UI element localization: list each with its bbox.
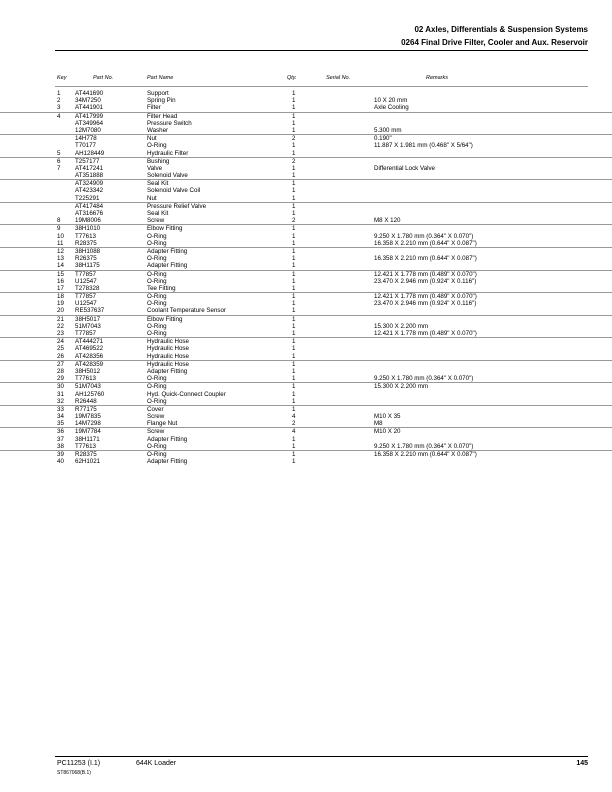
table-row	[0, 375, 612, 382]
part-name-cell: O-Ring	[147, 451, 167, 458]
part-number-cell: 12M7080	[75, 126, 101, 134]
part-name-cell: O-Ring	[147, 397, 167, 405]
part-number-cell: T77857	[75, 270, 96, 278]
remarks-cell: 12.421 X 1.778 mm (0.489" X 0.070")	[374, 330, 477, 337]
table-row	[0, 90, 612, 97]
key-cell: 27	[57, 360, 64, 368]
key-cell: 19	[57, 300, 64, 308]
quantity-cell: 1	[292, 442, 296, 450]
table-row	[0, 247, 612, 255]
table-row	[0, 323, 612, 330]
parts-table	[0, 90, 612, 465]
table-row	[0, 262, 612, 269]
table-row	[0, 413, 612, 420]
quantity-cell: 1	[292, 451, 296, 458]
table-row	[0, 345, 612, 352]
quantity-cell: 1	[292, 300, 296, 308]
part-name-cell: Hyd. Quick-Connect Coupler	[147, 390, 226, 398]
key-cell: 6	[57, 157, 61, 165]
remarks-cell: 16.358 X 2.210 mm (0.644" X 0.087")	[374, 239, 477, 247]
table-row	[0, 104, 612, 111]
part-name-cell: O-Ring	[147, 300, 167, 308]
table-row	[0, 142, 612, 149]
key-cell: 8	[57, 217, 61, 225]
remarks-cell: 5.300 mm	[374, 126, 402, 134]
part-number-cell: AT423342	[75, 187, 104, 195]
part-name-cell: O-Ring	[147, 239, 167, 247]
quantity-cell: 1	[292, 330, 296, 337]
quantity-cell: 1	[292, 315, 296, 323]
key-cell: 35	[57, 420, 64, 428]
key-cell: 30	[57, 383, 64, 391]
quantity-cell: 1	[292, 360, 296, 368]
part-number-cell: AT351888	[75, 172, 104, 180]
part-name-cell: Elbow Fitting	[147, 315, 183, 323]
part-name-cell: Elbow Fitting	[147, 225, 183, 233]
part-number-cell: 62H1021	[75, 458, 101, 466]
part-number-cell: AT417241	[75, 164, 104, 172]
quantity-cell: 1	[292, 322, 296, 330]
key-cell: 1	[57, 90, 61, 97]
part-name-cell: Nut	[147, 135, 157, 143]
part-name-cell: Adapter Fitting	[147, 262, 188, 270]
key-cell: 15	[57, 270, 64, 278]
part-name-cell: Cover	[147, 405, 164, 413]
quantity-cell: 1	[292, 390, 296, 398]
part-number-cell: T257177	[75, 157, 100, 165]
part-name-cell: Seal Kit	[147, 180, 169, 188]
key-cell: 28	[57, 367, 64, 375]
part-number-cell: RE537637	[75, 307, 105, 315]
quantity-cell: 1	[292, 187, 296, 195]
quantity-cell: 4	[292, 428, 296, 436]
part-name-cell: O-Ring	[147, 232, 167, 240]
part-name-cell: Valve	[147, 164, 163, 172]
part-name-cell: Filter	[147, 104, 161, 112]
part-name-cell: Pressure Relief Valve	[147, 202, 207, 210]
part-name-cell: O-Ring	[147, 322, 167, 330]
part-number-cell: T77613	[75, 232, 96, 240]
table-row	[0, 391, 612, 398]
remarks-cell: M8 X 120	[374, 217, 401, 225]
column-header-key: Key	[57, 75, 67, 81]
part-name-cell: Adapter Fitting	[147, 367, 188, 375]
part-number-cell: 51M7043	[75, 322, 101, 330]
part-number-cell: 19M7835	[75, 413, 101, 421]
part-name-cell: O-Ring	[147, 277, 167, 285]
quantity-cell: 1	[292, 180, 296, 188]
remarks-cell: M8	[374, 420, 383, 428]
part-number-cell: 51M7043	[75, 383, 101, 391]
remarks-cell: 15.300 X 2.200 mm	[374, 383, 429, 391]
table-row	[0, 337, 612, 345]
quantity-cell: 1	[292, 277, 296, 285]
table-row	[0, 368, 612, 375]
part-number-cell: T77613	[75, 375, 96, 383]
table-row	[0, 150, 612, 157]
key-cell: 17	[57, 284, 64, 292]
remarks-cell: 23.470 X 2.946 mm (0.924" X 0.116")	[374, 277, 477, 285]
quantity-cell: 1	[292, 112, 296, 120]
part-name-cell: O-Ring	[147, 293, 167, 301]
quantity-cell: 1	[292, 202, 296, 210]
quantity-cell: 1	[292, 293, 296, 301]
part-name-cell: Solenoid Valve Coil	[147, 187, 201, 195]
quantity-cell: 1	[292, 345, 296, 353]
key-cell: 7	[57, 164, 61, 172]
quantity-cell: 2	[292, 420, 296, 428]
part-name-cell: Hydraulic Hose	[147, 352, 189, 360]
key-cell: 34	[57, 413, 64, 421]
part-number-cell: U12547	[75, 277, 97, 285]
table-row	[0, 315, 612, 323]
quantity-cell: 1	[292, 149, 296, 157]
quantity-cell: 1	[292, 104, 296, 112]
part-number-cell: AT324909	[75, 180, 104, 188]
remarks-cell: 23.470 X 2.946 mm (0.924" X 0.116")	[374, 300, 477, 308]
part-name-cell: Screw	[147, 428, 165, 436]
part-number-cell: AH128449	[75, 149, 105, 157]
remarks-cell: 9.250 X 1.780 mm (0.364" X 0.070")	[374, 442, 474, 450]
quantity-cell: 1	[292, 247, 296, 255]
header-divider	[55, 50, 588, 51]
quantity-cell: 1	[292, 239, 296, 247]
quantity-cell: 1	[292, 142, 296, 150]
part-name-cell: O-Ring	[147, 255, 167, 263]
section-title: 02 Axles, Differentials & Suspension Systems	[414, 25, 588, 34]
part-name-cell: Flange Nut	[147, 420, 178, 428]
remarks-cell: 15.300 X 2.200 mm	[374, 322, 429, 330]
quantity-cell: 1	[292, 262, 296, 270]
table-row	[0, 285, 612, 292]
column-header-part-name: Part Name	[147, 75, 174, 81]
part-name-cell: Washer	[147, 126, 169, 134]
part-number-cell: T77857	[75, 293, 96, 301]
table-row	[0, 179, 612, 187]
table-row	[0, 420, 612, 427]
part-name-cell: Adapter Fitting	[147, 435, 188, 443]
quantity-cell: 2	[292, 217, 296, 225]
part-name-cell: Pressure Switch	[147, 119, 192, 127]
quantity-cell: 1	[292, 119, 296, 127]
remarks-cell: M10 X 35	[374, 413, 401, 421]
part-name-cell: Hydraulic Hose	[147, 345, 189, 353]
table-row	[0, 134, 612, 142]
table-row	[0, 97, 612, 104]
table-row	[0, 202, 612, 210]
part-name-cell: Adapter Fitting	[147, 247, 188, 255]
key-cell: 21	[57, 315, 64, 323]
part-number-cell: AT428359	[75, 360, 104, 368]
table-row	[0, 270, 612, 278]
part-name-cell: Solenoid Valve	[147, 172, 188, 180]
part-number-cell: 34M7250	[75, 97, 101, 105]
key-cell: 16	[57, 277, 64, 285]
quantity-cell: 2	[292, 135, 296, 143]
part-number-cell: AT349964	[75, 119, 104, 127]
table-row	[0, 382, 612, 390]
quantity-cell: 2	[292, 157, 296, 165]
part-number-cell: AT441690	[75, 90, 104, 97]
part-number-cell: R28375	[75, 451, 97, 458]
key-cell: 29	[57, 375, 64, 383]
part-number-cell: 38H1171	[75, 435, 100, 443]
key-cell: 4	[57, 112, 61, 120]
quantity-cell: 1	[292, 210, 296, 217]
remarks-cell: 9.250 X 1.780 mm (0.364" X 0.070")	[374, 375, 474, 383]
key-cell: 3	[57, 104, 61, 112]
machine-model: 644K Loader	[136, 760, 177, 767]
quantity-cell: 1	[292, 255, 296, 263]
table-row	[0, 172, 612, 179]
quantity-cell: 1	[292, 284, 296, 292]
table-row	[0, 300, 612, 307]
key-cell: 25	[57, 345, 64, 353]
column-header-remarks: Remarks	[426, 75, 449, 81]
table-row	[0, 157, 612, 165]
remarks-cell: 11.887 X 1.981 mm (0.468" X 5/64")	[374, 142, 473, 150]
table-row	[0, 195, 612, 202]
table-row	[0, 165, 612, 172]
table-row	[0, 436, 612, 443]
table-row	[0, 120, 612, 127]
part-number-cell: 38H5017	[75, 315, 101, 323]
part-number-cell: T77857	[75, 330, 96, 337]
remarks-cell: 0.190"	[374, 135, 392, 143]
quantity-cell: 1	[292, 375, 296, 383]
catalog-number: PC11253 (I.1)	[57, 760, 101, 767]
part-number-cell: 38H5012	[75, 367, 101, 375]
key-cell: 20	[57, 307, 64, 315]
table-row	[0, 112, 612, 120]
quantity-cell: 1	[292, 194, 296, 202]
table-row	[0, 127, 612, 134]
part-number-cell: T225291	[75, 194, 100, 202]
quantity-cell: 1	[292, 97, 296, 105]
part-name-cell: Spring Pin	[147, 97, 176, 105]
part-number-cell: 38H1010	[75, 225, 101, 233]
key-cell: 32	[57, 397, 64, 405]
table-row	[0, 458, 612, 465]
remarks-cell: 12.421 X 1.778 mm (0.489" X 0.070")	[374, 293, 477, 301]
table-row	[0, 217, 612, 224]
part-name-cell: Tee Fitting	[147, 284, 176, 292]
table-row	[0, 443, 612, 450]
part-number-cell: AT444271	[75, 338, 104, 346]
key-cell: 22	[57, 322, 64, 330]
part-number-cell: 19M7784	[75, 428, 101, 436]
part-number-cell: 14M7298	[75, 420, 101, 428]
quantity-cell: 1	[292, 435, 296, 443]
key-cell: 31	[57, 390, 64, 398]
part-number-cell: AT417999	[75, 112, 104, 120]
key-cell: 36	[57, 428, 64, 436]
key-cell: 9	[57, 225, 61, 233]
quantity-cell: 1	[292, 458, 296, 466]
part-name-cell: Nut	[147, 194, 157, 202]
table-row	[0, 187, 612, 194]
part-name-cell: O-Ring	[147, 375, 167, 383]
key-cell: 33	[57, 405, 64, 413]
part-number-cell: AT441901	[75, 104, 104, 112]
key-cell: 39	[57, 451, 64, 458]
part-number-cell: 19M8006	[75, 217, 101, 225]
table-row	[0, 353, 612, 360]
part-number-cell: 14H778	[75, 135, 97, 143]
part-name-cell: Screw	[147, 413, 165, 421]
key-cell: 18	[57, 293, 64, 301]
part-number-cell: R77175	[75, 405, 97, 413]
key-cell: 5	[57, 149, 61, 157]
key-cell: 2	[57, 97, 61, 105]
remarks-cell: Axle Cooling	[374, 104, 409, 112]
quantity-cell: 4	[292, 413, 296, 421]
quantity-cell: 1	[292, 352, 296, 360]
part-number-cell: R26375	[75, 255, 97, 263]
part-name-cell: Adapter Fitting	[147, 458, 188, 466]
part-number-cell: AT417484	[75, 202, 104, 210]
column-header-part-no: Part No.	[93, 75, 114, 81]
key-cell: 13	[57, 255, 64, 263]
quantity-cell: 1	[292, 90, 296, 97]
part-number-cell: AT428356	[75, 352, 104, 360]
part-number-cell: R28375	[75, 239, 97, 247]
column-header-serial-no: Serial No.	[326, 75, 351, 81]
quantity-cell: 1	[292, 383, 296, 391]
part-number-cell: T278328	[75, 284, 100, 292]
table-row	[0, 427, 612, 435]
remarks-cell: 16.358 X 2.210 mm (0.644" X 0.087")	[374, 451, 477, 458]
part-name-cell: O-Ring	[147, 142, 167, 150]
table-row	[0, 307, 612, 314]
table-row	[0, 233, 612, 240]
key-cell: 11	[57, 239, 64, 247]
quantity-cell: 1	[292, 164, 296, 172]
part-name-cell: Filter Head	[147, 112, 178, 120]
quantity-cell: 1	[292, 367, 296, 375]
quantity-cell: 1	[292, 307, 296, 315]
key-cell: 10	[57, 232, 64, 240]
part-name-cell: Bushing	[147, 157, 170, 165]
quantity-cell: 1	[292, 172, 296, 180]
part-name-cell: Hydraulic Hose	[147, 338, 189, 346]
key-cell: 23	[57, 330, 64, 337]
table-row	[0, 330, 612, 337]
column-header-qty: Qty.	[287, 75, 297, 81]
key-cell: 14	[57, 262, 64, 270]
document-code: ST867068(B.1)	[57, 770, 91, 776]
table-row	[0, 240, 612, 247]
key-cell: 40	[57, 458, 64, 466]
table-row	[0, 255, 612, 262]
remarks-cell: M10 X 20	[374, 428, 401, 436]
remarks-cell: 10 X 20 mm	[374, 97, 408, 105]
remarks-cell: 16.358 X 2.210 mm (0.644" X 0.087")	[374, 255, 477, 263]
part-name-cell: O-Ring	[147, 383, 167, 391]
footer-divider	[55, 756, 588, 757]
table-row	[0, 210, 612, 217]
subsection-title: 0264 Final Drive Filter, Cooler and Aux. Reservoir	[401, 38, 588, 47]
key-cell: 12	[57, 247, 64, 255]
table-row	[0, 292, 612, 300]
key-cell: 37	[57, 435, 64, 443]
quantity-cell: 1	[292, 126, 296, 134]
part-name-cell: Support	[147, 90, 169, 97]
table-row	[0, 278, 612, 285]
part-number-cell: R26448	[75, 397, 97, 405]
part-number-cell: 38H1088	[75, 247, 101, 255]
table-row	[0, 450, 612, 458]
page-number: 145	[576, 760, 588, 767]
part-name-cell: Hydraulic Filter	[147, 149, 189, 157]
quantity-cell: 1	[292, 397, 296, 405]
part-name-cell: O-Ring	[147, 330, 167, 337]
table-row	[0, 398, 612, 405]
part-name-cell: Coolant Temperature Sensor	[147, 307, 226, 315]
key-cell: 24	[57, 338, 64, 346]
part-number-cell: U12547	[75, 300, 97, 308]
part-number-cell: T70177	[75, 142, 96, 150]
column-header-divider	[55, 86, 588, 87]
table-row	[0, 405, 612, 413]
remarks-cell: Differential Lock Valve	[374, 164, 435, 172]
part-name-cell: Screw	[147, 217, 165, 225]
part-number-cell: 38H1175	[75, 262, 100, 270]
quantity-cell: 1	[292, 405, 296, 413]
quantity-cell: 1	[292, 225, 296, 233]
key-cell: 38	[57, 442, 64, 450]
part-number-cell: T77613	[75, 442, 96, 450]
table-row	[0, 360, 612, 368]
remarks-cell: 9.250 X 1.780 mm (0.364" X 0.070")	[374, 232, 474, 240]
part-name-cell: Hydraulic Hose	[147, 360, 189, 368]
quantity-cell: 1	[292, 232, 296, 240]
quantity-cell: 1	[292, 338, 296, 346]
table-row	[0, 224, 612, 232]
remarks-cell: 12.421 X 1.778 mm (0.489" X 0.070")	[374, 270, 477, 278]
part-number-cell: AT316676	[75, 210, 104, 217]
part-number-cell: AH125760	[75, 390, 105, 398]
part-number-cell: AT469522	[75, 345, 104, 353]
quantity-cell: 1	[292, 270, 296, 278]
key-cell: 26	[57, 352, 64, 360]
part-name-cell: O-Ring	[147, 270, 167, 278]
part-name-cell: O-Ring	[147, 442, 167, 450]
part-name-cell: Seal Kit	[147, 210, 169, 217]
